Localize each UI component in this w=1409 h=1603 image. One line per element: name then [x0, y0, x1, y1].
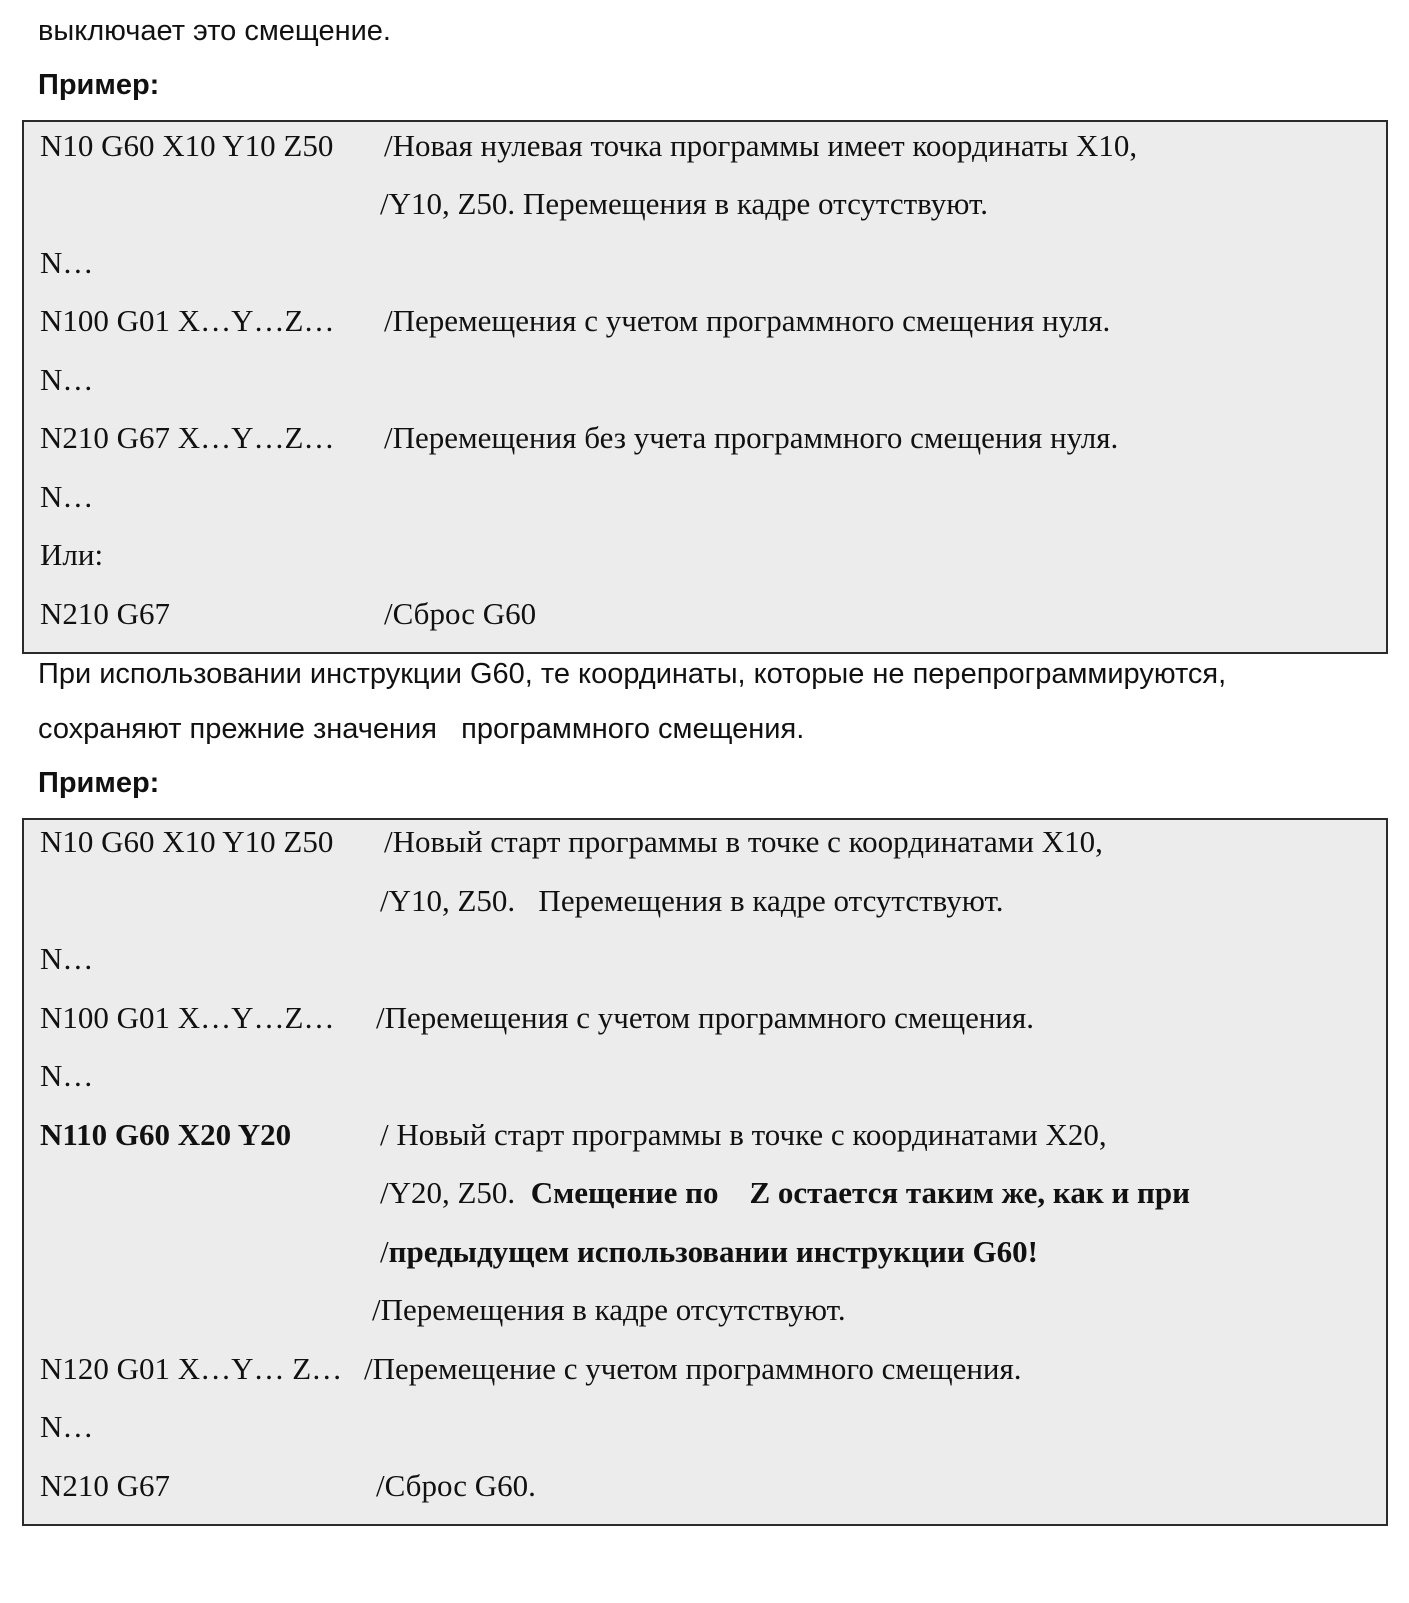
paragraph-line: сохраняют прежние значения программного смещения.	[38, 713, 805, 745]
code-comment: /Перемещения с учетом программного смещения.	[376, 1000, 1035, 1035]
code-text: N110 G60 X20 Y20	[40, 1117, 292, 1152]
code-comment: / Новый старт программы в точке с координатами X20,	[380, 1117, 1107, 1152]
code-text: N10 G60 X10 Y10 Z50	[40, 128, 334, 163]
intro-text: выключает это смещение.	[38, 15, 391, 47]
code-example-1	[22, 120, 1388, 654]
code-comment	[380, 1173, 1190, 1213]
code-comment	[380, 1232, 1038, 1272]
comment-emphasis: предыдущем использовании инструкции G60!	[388, 1234, 1038, 1269]
code-text: N210 G67	[40, 596, 171, 631]
code-comment: /Новый старт программы в точке с координатами X10,	[384, 824, 1103, 859]
code-comment: /Перемещения в кадре отсутствуют.	[372, 1292, 846, 1327]
code-text: N…	[40, 1409, 94, 1444]
code-comment: /Y10, Z50. Перемещения в кадре отсутствуют.	[380, 186, 988, 221]
code-text: N210 G67 X…Y…Z…	[40, 420, 335, 455]
code-text: N…	[40, 479, 94, 514]
code-comment: /Сброс G60	[384, 596, 537, 631]
code-text: N210 G67	[40, 1468, 171, 1503]
code-text: N10 G60 X10 Y10 Z50	[40, 824, 334, 859]
code-text: N100 G01 X…Y…Z…	[40, 303, 335, 338]
code-comment: /Сброс G60.	[376, 1468, 536, 1503]
code-example-2	[22, 818, 1388, 1526]
paragraph-line: При использовании инструкции G60, те координаты, которые не перепрограммируются,	[38, 658, 1227, 690]
code-comment: /Перемещения с учетом программного смещения нуля.	[384, 303, 1111, 338]
code-comment: /Перемещения без учета программного смещения нуля.	[384, 420, 1119, 455]
code-text: N…	[40, 362, 94, 397]
comment-prefix: /Y20, Z50.	[380, 1175, 531, 1210]
code-text: N100 G01 X…Y…Z…	[40, 1000, 335, 1035]
comment-prefix: /	[380, 1234, 389, 1269]
code-text: N…	[40, 245, 94, 280]
example-heading-1: Пример:	[38, 69, 160, 101]
example-heading-2: Пример:	[38, 767, 160, 799]
code-text: N…	[40, 941, 94, 976]
code-text: N…	[40, 1058, 94, 1093]
code-text: Или:	[40, 537, 104, 572]
comment-emphasis: Смещение по Z остается таким же, как и при	[530, 1175, 1191, 1210]
code-comment: /Новая нулевая точка программы имеет координаты X10,	[384, 128, 1138, 163]
code-comment: /Y10, Z50. Перемещения в кадре отсутствуют.	[380, 883, 1004, 918]
code-text: N120 G01 X…Y… Z…	[40, 1351, 343, 1386]
code-comment: /Перемещение с учетом программного смещения.	[364, 1351, 1022, 1386]
